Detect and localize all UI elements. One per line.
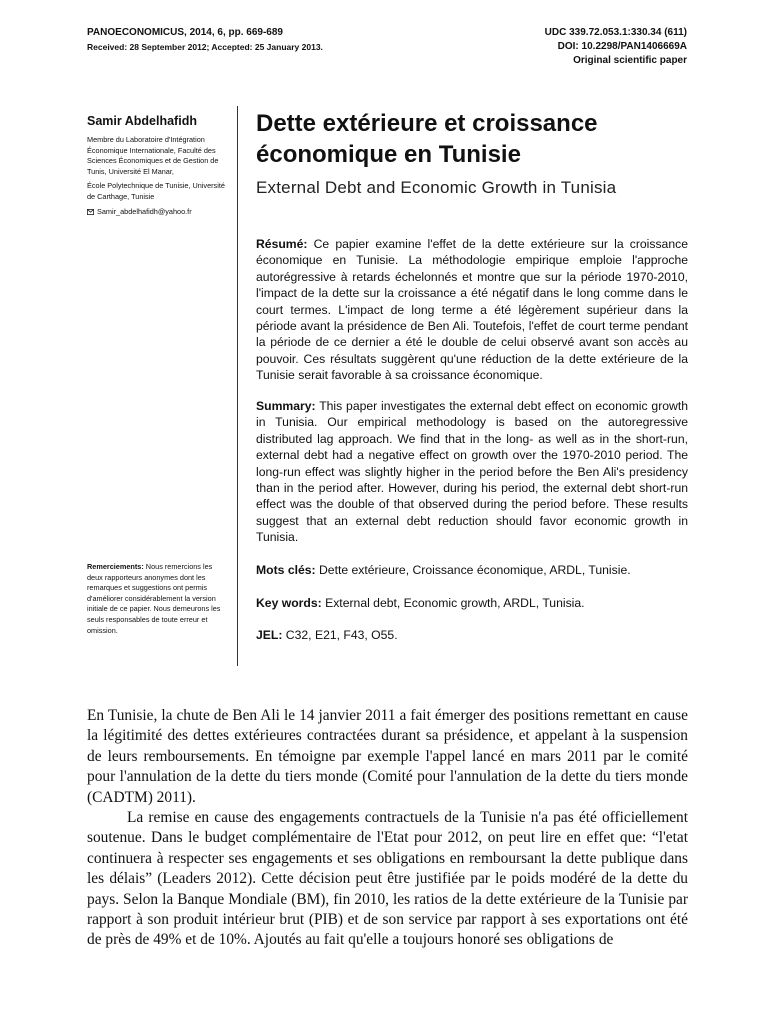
summary-abstract: [256, 398, 688, 546]
received-accepted-dates: Received: 28 September 2012; Accepted: 25 January 2013.: [87, 42, 323, 52]
key-words: [256, 595, 688, 611]
summary-text: This paper investigates the external debt effect on economic growth in Tunisia. Our empirical methodology is based on the autoregressive distributed lag approach. We find that in the long- as well as in the short-run, external debt had a negative effect on growth over the 1970-2010 period. The long-run effect was slightly higher in the period before the Ben Ali's presidency than in the period after. However, during his period, the external debt short-run effect was the double of that observed during the period before. These results suggest that an external debt reduction should favor economic growth in Tunisia.: [256, 399, 688, 545]
author-name: Samir Abdelhafidh: [87, 114, 197, 128]
author-email[interactable]: Samir_abdelhafidh@yahoo.fr: [97, 206, 192, 216]
paper-type: Original scientific paper: [573, 55, 687, 66]
mots-cles: [256, 562, 688, 578]
key-words-label: Key words:: [256, 596, 322, 610]
article-subtitle: External Debt and Economic Growth in Tunisia: [256, 178, 617, 197]
author-affiliation-2: École Polytechnique de Tunisie, Université de Carthage, Tunisie: [87, 181, 225, 201]
article-identifiers: [545, 26, 687, 68]
envelope-icon: [87, 209, 94, 215]
body-paragraph-1: En Tunisie, la chute de Ben Ali le 14 janvier 2011 a fait émerger des positions remettant en cause la légitimité des dettes extérieures contractées durant sa présidence, et appelant à la suspension de leurs remboursements. En témoigne par exemple l'appel lancé en mars 2011 par le comité pour l'annulation de la dette du tiers monde (Comité pour l'annulation de la dette du tiers monde (CADTM) 2011).: [87, 707, 688, 806]
mots-cles-label: Mots clés:: [256, 563, 316, 577]
resume-abstract: [256, 236, 688, 384]
article-title: Dette extérieure et croissance économique en Tunisie: [256, 110, 598, 168]
title-block: [256, 108, 696, 199]
author-email-line: [87, 207, 230, 218]
author-block: [87, 114, 230, 217]
acknowledgement: [87, 562, 230, 636]
doi: DOI: 10.2298/PAN1406669A: [557, 41, 687, 52]
acknowledgement-text: Nous remercions les deux rapporteurs anonymes dont les remarques et suggestions ont permis d'améliorer considérablement la version initiale de ce papier. Nous demeurons les seuls responsables de toute erreur et omission.: [87, 562, 221, 635]
summary-label: Summary:: [256, 399, 316, 413]
acknowledgement-label: Remerciements:: [87, 562, 144, 571]
author-affiliation-1: Membre du Laboratoire d'Intégration Économique Internationale, Faculté des Sciences Économiques et de Gestion de Tunis, Université El Manar,: [87, 135, 219, 176]
resume-text: Ce papier examine l'effet de la dette extérieure sur la croissance économique en Tunisie. La méthodologie empirique emploie l'approche autorégressive à retards échelonnés et montre que sur la période 1970-2010, l'impact de la dette sur la croissance a été négatif dans le long comme dans le court termes. L'impact de long terme a été légèrement supérieur dans la période avant la présidence de Ben Ali. Toutefois, l'effet de court terme pendant la période de ce dernier a été le double de celui observé avant son accès au pouvoir. Ces résultats suggèrent qu'une réduction de la dette extérieure de la Tunisie serait favorable à sa croissance économique.: [256, 237, 688, 383]
body-paragraph-2: La remise en cause des engagements contractuels de la Tunisie n'a pas été officiellement soutenue. Dans le budget complémentaire de l'Etat pour 2012, on peut lire en effet que: “l'etat continuera à respecter ses engagements et ses obligations en remboursant la dette publique dans les délais” (Leaders 2012). Cette décision peut être justifiée par le poids modéré de la dette du pays. Selon la Banque Mondiale (BM), fin 2010, les ratios de la dette extérieure de la Tunisie par rapport à son produit intérieur brut (PIB) et de son service par rapport à ses exportations ont été de près de 49% et de 10%. Ajoutés au fait qu'elle a toujours honoré ses obligations de: [87, 809, 688, 949]
jel-codes: [256, 627, 688, 643]
jel-label: JEL:: [256, 628, 283, 642]
body-text: [87, 706, 688, 951]
journal-header: [87, 26, 323, 54]
jel-text: C32, E21, F43, O55.: [282, 628, 398, 642]
udc-code: UDC 339.72.053.1:330.34 (611): [544, 27, 687, 38]
mots-cles-text: Dette extérieure, Croissance économique, ARDL, Tunisie.: [315, 563, 631, 577]
key-words-text: External debt, Economic growth, ARDL, Tunisia.: [321, 596, 585, 610]
journal-reference: PANOECONOMICUS, 2014, 6, pp. 669-689: [87, 27, 283, 38]
column-divider: [237, 106, 238, 666]
resume-label: Résumé:: [256, 237, 308, 251]
